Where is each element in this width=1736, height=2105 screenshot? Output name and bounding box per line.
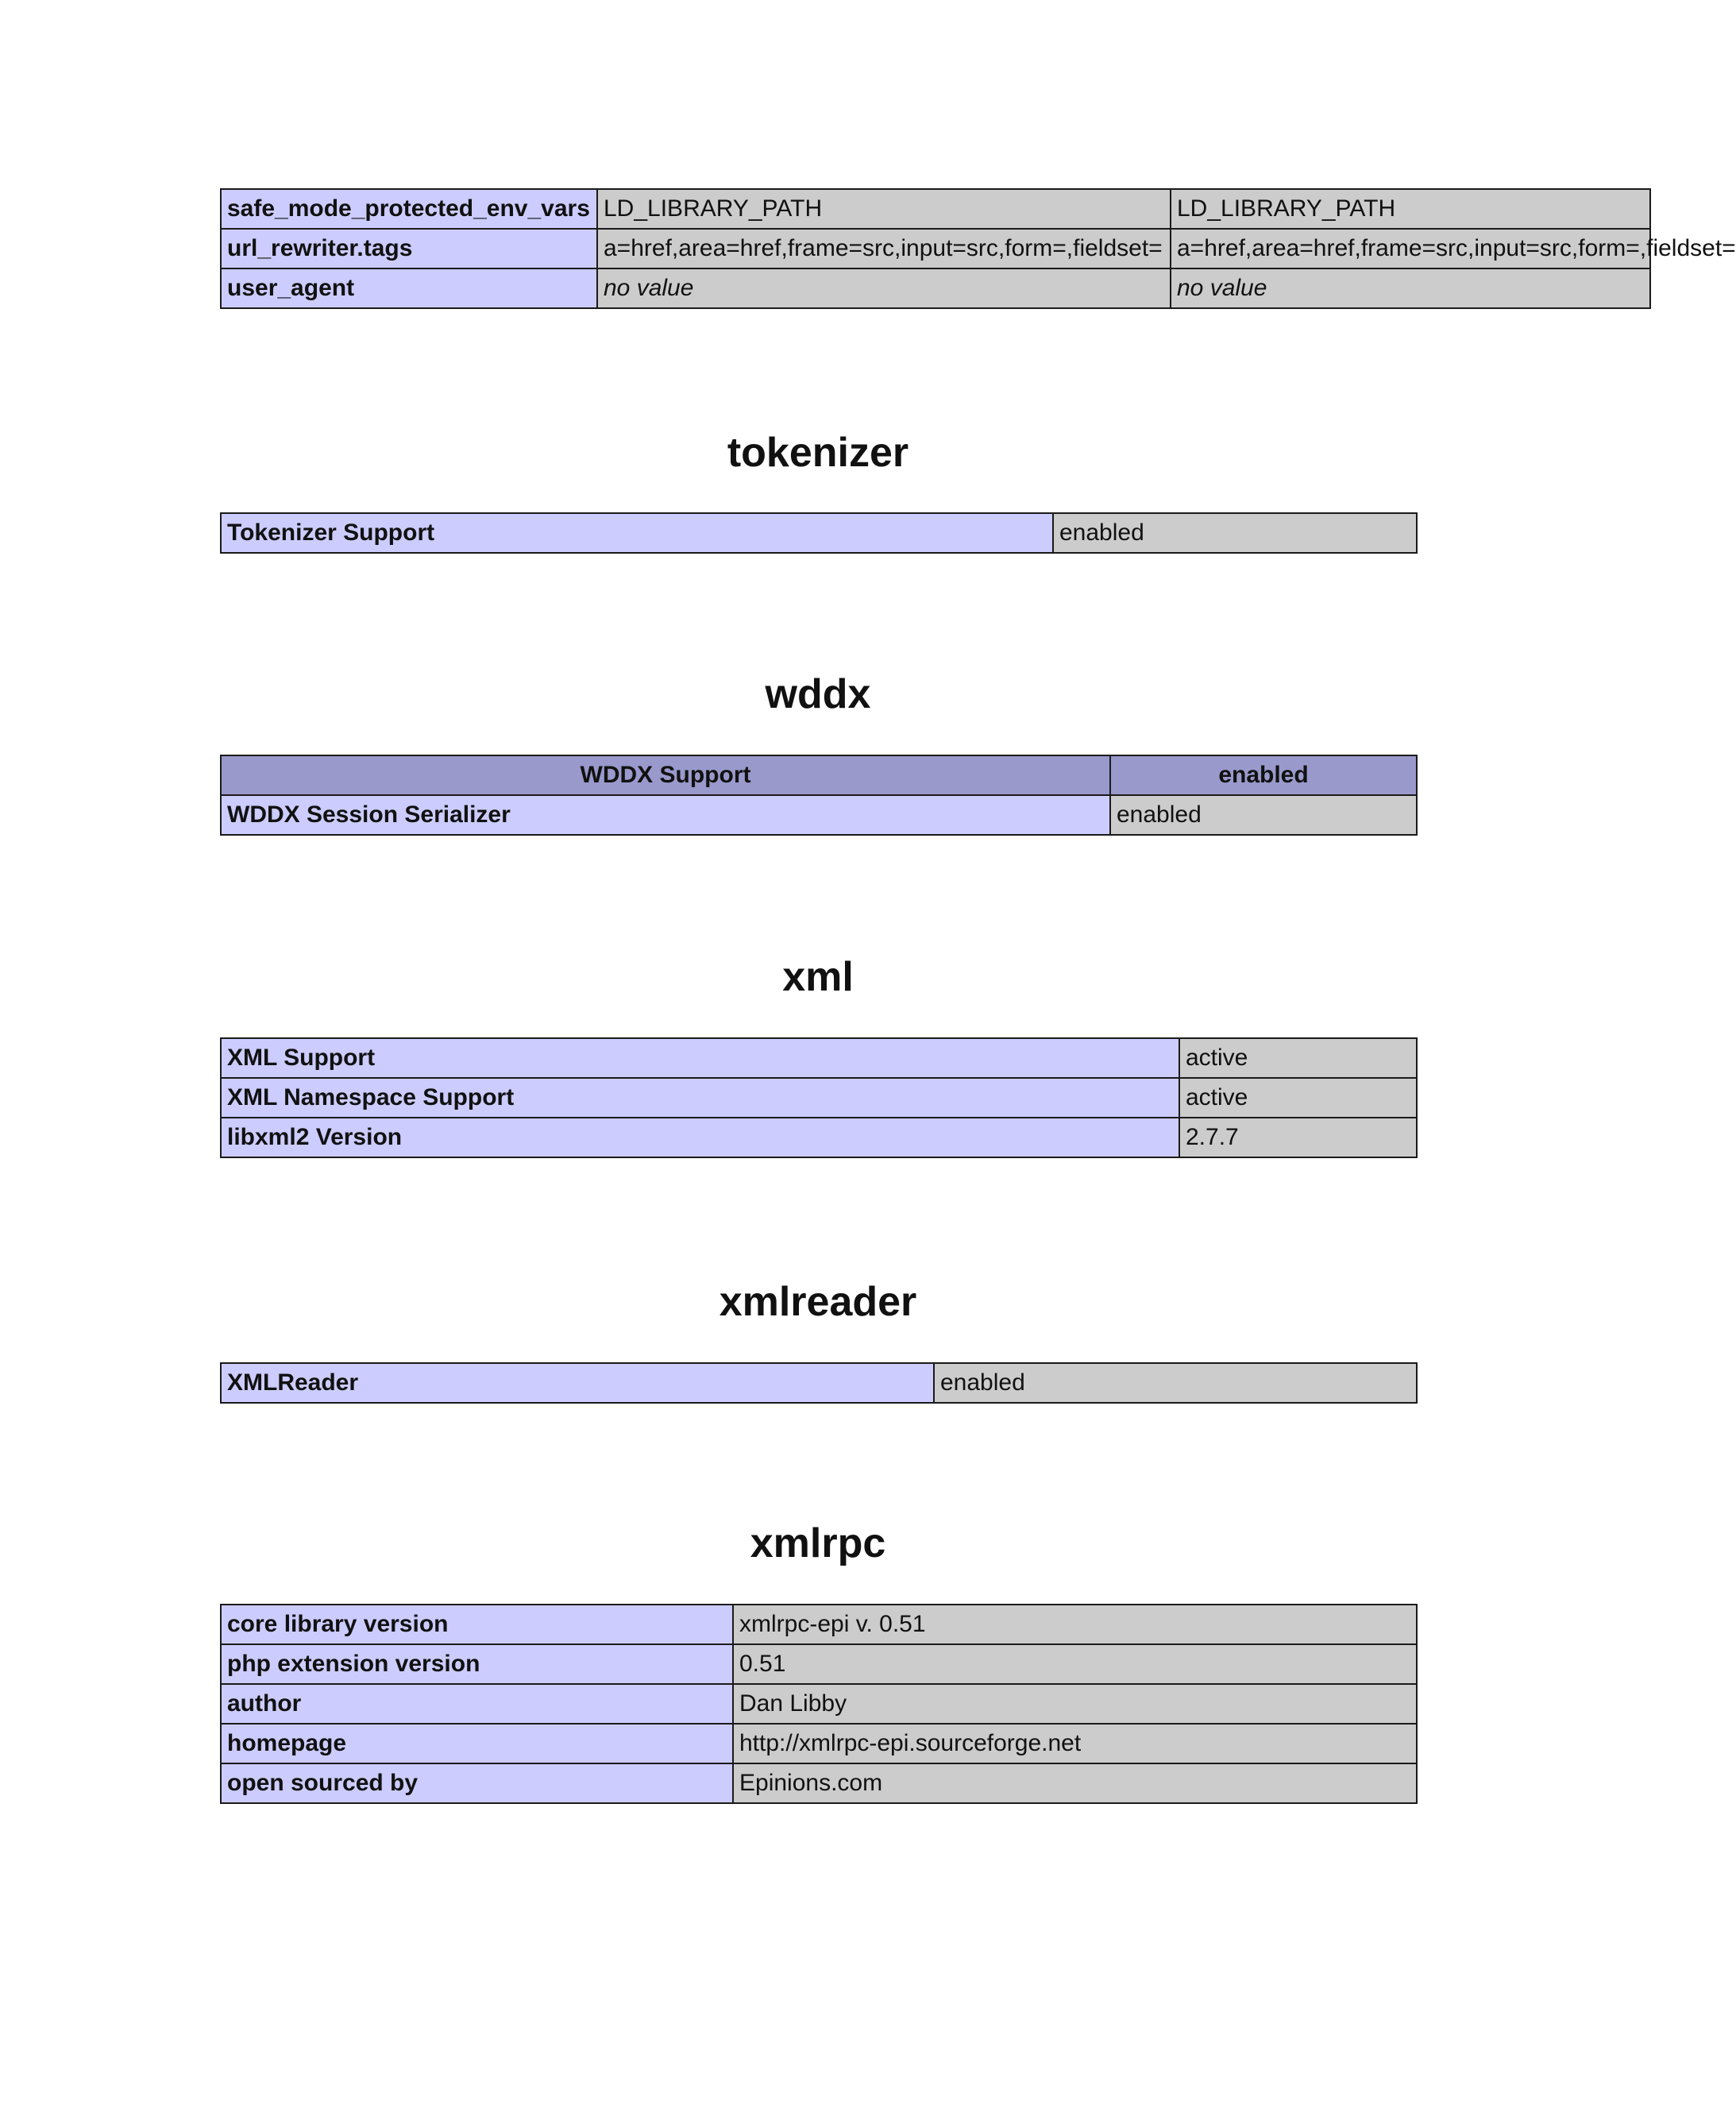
section-title-xmlreader: xmlreader: [719, 1279, 917, 1325]
section-title-xml: xml: [782, 954, 854, 1000]
xml-table: [220, 1037, 1418, 1158]
setting-name: XML Support: [221, 1038, 1179, 1078]
table-row: [221, 1644, 1417, 1684]
directive-name: user_agent: [221, 268, 597, 308]
table-row: [221, 1078, 1417, 1118]
tokenizer-table: [220, 512, 1418, 554]
setting-name: core library version: [221, 1605, 733, 1644]
directive-master-value: LD_LIBRARY_PATH: [1171, 189, 1650, 229]
directives-table: [220, 188, 1736, 309]
setting-name: open sourced by: [221, 1763, 733, 1803]
directive-name: url_rewriter.tags: [221, 229, 597, 268]
setting-name: libxml2 Version: [221, 1118, 1179, 1157]
section-title-wddx: wddx: [765, 671, 871, 717]
table-row: [221, 513, 1417, 553]
setting-value: Epinions.com: [733, 1763, 1417, 1803]
table-row: [221, 795, 1417, 835]
table-row: [221, 1684, 1417, 1724]
setting-value: enabled: [1053, 513, 1417, 553]
directive-master-value: no value: [1171, 268, 1650, 308]
setting-value: enabled: [1110, 795, 1417, 835]
setting-name: WDDX Session Serializer: [221, 795, 1110, 835]
section-title-xmlrpc: xmlrpc: [750, 1520, 886, 1566]
setting-value: Dan Libby: [733, 1684, 1417, 1724]
header-value: enabled: [1110, 755, 1417, 795]
section-title-tokenizer: tokenizer: [727, 430, 909, 476]
setting-name: homepage: [221, 1724, 733, 1763]
setting-value: http://xmlrpc-epi.sourceforge.net: [733, 1724, 1417, 1763]
directive-master-value: a=href,area=href,frame=src,input=src,form=,fieldset=: [1171, 229, 1650, 268]
table-header-row: [221, 755, 1417, 795]
table-row: [221, 1118, 1417, 1157]
setting-name: Tokenizer Support: [221, 513, 1053, 553]
setting-value: xmlrpc-epi v. 0.51: [733, 1605, 1417, 1644]
xmlreader-table: [220, 1362, 1418, 1404]
directive-local-value: a=href,area=href,frame=src,input=src,form=,fieldset=: [597, 229, 1171, 268]
setting-value: 2.7.7: [1179, 1118, 1417, 1157]
table-row: [221, 189, 1650, 229]
setting-value: 0.51: [733, 1644, 1417, 1684]
table-row: [221, 268, 1650, 308]
directive-local-value: no value: [597, 268, 1171, 308]
setting-value: enabled: [934, 1363, 1417, 1403]
header-name: WDDX Support: [221, 755, 1110, 795]
directive-local-value: LD_LIBRARY_PATH: [597, 189, 1171, 229]
table-row: [221, 1038, 1417, 1078]
directive-name: safe_mode_protected_env_vars: [221, 189, 597, 229]
xmlrpc-table: [220, 1604, 1418, 1804]
setting-name: XMLReader: [221, 1363, 934, 1403]
setting-value: active: [1179, 1038, 1417, 1078]
table-row: [221, 1363, 1417, 1403]
table-row: [221, 229, 1650, 268]
table-row: [221, 1724, 1417, 1763]
setting-value: active: [1179, 1078, 1417, 1118]
wddx-table: [220, 755, 1418, 836]
setting-name: XML Namespace Support: [221, 1078, 1179, 1118]
table-row: [221, 1763, 1417, 1803]
setting-name: author: [221, 1684, 733, 1724]
setting-name: php extension version: [221, 1644, 733, 1684]
table-row: [221, 1605, 1417, 1644]
